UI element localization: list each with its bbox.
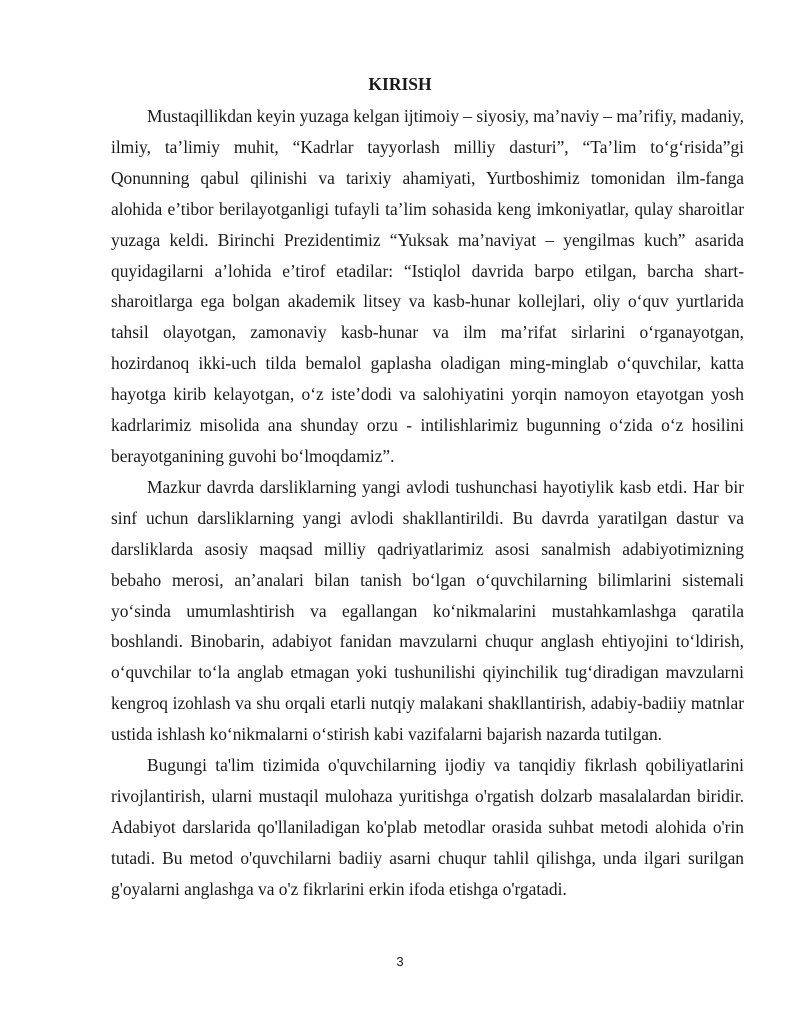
paragraph-2: Mazkur davrda darsliklarning yangi avlodi tushunchasi hayotiylik kasb etdi. Har bir sinf uchun darsliklarning yangi avlodi shakllantirildi. Bu davrda yaratilgan dastur va darsliklarda asosiy maqsad milliy qadriyatlarimiz asosi sanalmish adabiyotimizning bebaho merosi, an’analari bilan tanish bo‘lgan o‘quvchilarning bilimlarini sistemali yo‘sinda umumlashtirish va egallangan ko‘nikmalarini mustahkamlashga qaratila boshlandi. Binobarin, adabiyot fanidan mavzularni chuqur anglash ehtiyojini to‘ldirish, o‘quvchilar to‘la anglab etmagan yoki tushunilishi qiyinchilik tug‘diradigan mavzularni kengroq izohlash va shu orqali etarli nutqiy malakani shakllantirish, adabiy-badiiy matnlar ustida ishlash ko‘nikmalarni o‘stirish kabi vazifalarni bajarish nazarda tutilgan. xyxy=(111,476,744,745)
paragraph-3: Bugungi ta'lim tizimida o'quvchilarning ijodiy va tanqidiy fikrlash qobiliyatlarini rivojlantirish, ularni mustaqil mulohaza yuritishga o'rgatish dolzarb masalalardan biridir. Adabiyot darslarida qo'llaniladigan ko'plab metodlar orasida suhbat metodi alohida o'rin tutadi. Bu metod o'quvchilarni badiiy asarni chuqur tahlil qilishga, unda ilgari surilgan g'oyalarni anglashga va o'z fikrlarini erkin ifoda etishga o'rgatadi. xyxy=(111,755,744,899)
paragraph-1: Mustaqillikdan keyin yuzaga kelgan ijtimoiy – siyosiy, ma’naviy – ma’rifiy, madaniy, ilmiy, ta’limiy muhit, “Kadrlar tayyorlash milliy dasturi”, “Ta’lim to‘g‘risida”gi Qonunning qabul qilinishi va tarixiy ahamiyati, Yurtboshimiz tomonidan ilm-fanga alohida e’tibor berilayotganligi tufayli ta’lim sohasida keng imkoniyatlar, qulay sharoitlar yuzaga keldi. Birinchi Prezidentimiz “Yuksak ma’naviyat – yengilmas kuch” asarida quyidagilarni a’lohida e’tirof etadilar: “Istiqlol davrida barpo etilgan, barcha shart-sharoitlarga ega bolgan akademik litsey va kasb-hunar kollejlari, oliy o‘quv yurtlarida tahsil olayotgan, zamonaviy kasb-hunar va ilm ma’rifat sirlarini o‘rganayotgan, hozirdanoq ikki-uch tilda bemalol gaplasha oladigan ming-minglab o‘quvchilar, katta hayotga kirib kelayotgan, o‘z iste’dodi va salohiyatini yorqin namoyon etayotgan yosh kadrlarimiz misolida ana shunday orzu - intilishlarimiz bugunning o‘zida o‘z hosilini berayotganining guvohi bo‘lmoqdamiz”. xyxy=(111,106,744,466)
page-number: 3 xyxy=(396,954,404,969)
page-title: KIRISH xyxy=(368,74,432,94)
body-text xyxy=(111,101,744,905)
